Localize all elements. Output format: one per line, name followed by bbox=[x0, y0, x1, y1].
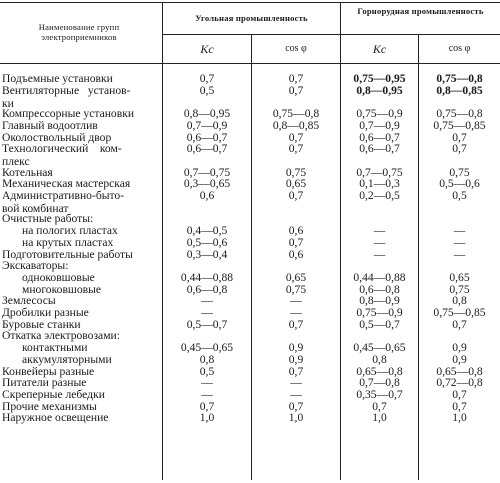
header-cos-coal: cos φ bbox=[285, 43, 307, 54]
cell-kc1: 0,5—0,6 bbox=[186, 235, 228, 249]
cell-cos1: 1,0 bbox=[288, 411, 304, 425]
cell-cos1: — bbox=[290, 376, 302, 390]
cell-kc1: 1,0 bbox=[199, 411, 215, 425]
row-name: Административно-быто- вой комбинат bbox=[2, 189, 125, 215]
row-name: контактными bbox=[22, 341, 88, 355]
row-name: Главный водоотлив bbox=[2, 118, 98, 132]
cell-kc1: — bbox=[201, 306, 213, 319]
cell-kc2: 0,35—0,7 bbox=[356, 387, 403, 401]
cell-kc1: 0,8—0,95 bbox=[183, 107, 231, 121]
cell-kc1: — bbox=[201, 376, 213, 390]
cell-cos2: 0,75—0,85 bbox=[433, 306, 486, 319]
cell-kc2: 0,75—0,9 bbox=[356, 306, 403, 319]
cell-cos1: 0,9 bbox=[288, 341, 304, 355]
cell-kc2: 0,75—0,9 bbox=[356, 107, 403, 121]
row-name: Конвейеры разные bbox=[2, 364, 95, 378]
cell-cos1: — bbox=[290, 387, 302, 401]
header-coal-group: Угольная промышленность bbox=[195, 13, 308, 23]
cell-kc2: 0,6—0,7 bbox=[359, 142, 400, 156]
row-name: Очистные работы: bbox=[2, 212, 94, 226]
cell-kc2: 0,1—0,3 bbox=[359, 177, 400, 191]
row-name: многоковшовые bbox=[22, 282, 102, 296]
cell-kc1: 0,6—0,7 bbox=[186, 142, 228, 156]
top-rule bbox=[0, 2, 500, 3]
row-name: Откатка электровозами: bbox=[2, 329, 120, 343]
cell-kc2: 0,7—0,8 bbox=[359, 376, 400, 390]
cell-kc1: 0,7 bbox=[199, 399, 215, 413]
cell-kc1: 0,3—0,65 bbox=[183, 177, 231, 191]
cell-cos2: 0,7 bbox=[452, 399, 467, 413]
header-ore-group: Горнорудная промышленность bbox=[357, 6, 484, 16]
cell-kc2: 0,6—0,7 bbox=[359, 130, 400, 144]
group-subrule bbox=[162, 34, 500, 35]
cell-kc2: 0,7—0,75 bbox=[356, 165, 403, 179]
cell-kc2: 0,5—0,7 bbox=[359, 317, 400, 331]
cell-kc1: — bbox=[201, 387, 213, 401]
cell-cos2: 0,5—0,6 bbox=[439, 177, 480, 191]
cell-cos2: — bbox=[453, 224, 466, 238]
cell-cos1: 0,7 bbox=[288, 399, 304, 413]
cell-cos1: 0,7 bbox=[288, 364, 304, 378]
cell-cos1: 0,65 bbox=[285, 177, 307, 191]
row-name: Наружное освещение bbox=[2, 411, 109, 425]
row-name: Прочие механизмы bbox=[2, 399, 97, 413]
cell-kc2: 0,2—0,5 bbox=[359, 189, 400, 202]
cell-kc2: 0,45—0,65 bbox=[353, 341, 406, 355]
cell-cos1: 0,75—0,8 bbox=[272, 107, 320, 121]
cell-kc2: 0,8—0,9 bbox=[359, 294, 400, 308]
cell-cos2: 0,7 bbox=[452, 317, 467, 331]
cell-cos2: 0,7 bbox=[452, 130, 467, 144]
cell-cos1: 0,6 bbox=[288, 224, 304, 238]
cell-kc2: 0,44—0,88 bbox=[353, 270, 406, 284]
cell-cos1: 0,9 bbox=[288, 352, 304, 366]
row-name: Компрессорные установки bbox=[2, 107, 135, 121]
row-name: Подъемные установки bbox=[2, 72, 113, 85]
header-kc-coal: Kс bbox=[200, 42, 214, 56]
cell-kc1: 0,6 bbox=[199, 189, 215, 202]
row-name: Землесосы bbox=[2, 294, 56, 308]
cell-kc2: 0,65—0,8 bbox=[356, 364, 403, 378]
cell-kc1: 0,44—0,88 bbox=[180, 270, 234, 284]
cell-cos2: 1,0 bbox=[452, 411, 467, 425]
header-bottom-rule bbox=[0, 63, 500, 64]
cell-cos2: 0,7 bbox=[452, 142, 467, 156]
cell-kc2: — bbox=[373, 247, 386, 261]
cell-kc1: 0,5—0,7 bbox=[186, 317, 228, 331]
cell-cos1: — bbox=[290, 306, 302, 319]
cell-kc1: 0,6—0,7 bbox=[186, 130, 228, 144]
cell-cos1: 0,7 bbox=[288, 72, 304, 85]
cell-kc1: 0,5 bbox=[199, 364, 215, 378]
cell-cos2: 0,8 bbox=[452, 294, 467, 308]
header-cos-ore: cos φ bbox=[448, 43, 471, 54]
cell-kc1: 0,8 bbox=[199, 352, 215, 366]
cell-cos2: — bbox=[453, 235, 466, 249]
row-name: Технологический ком- плекс bbox=[2, 142, 122, 169]
cell-kc1: 0,7—0,9 bbox=[186, 118, 228, 132]
cell-cos1: — bbox=[290, 294, 302, 308]
row-name: Котельная bbox=[2, 165, 53, 179]
row-name: на пологих пластах bbox=[22, 224, 118, 238]
cell-cos1: 0,7 bbox=[288, 235, 304, 249]
cell-kc2: 0,7—0,9 bbox=[359, 118, 400, 132]
row-name: Буровые станки bbox=[2, 317, 81, 331]
cell-cos2: 0,72—0,8 bbox=[436, 376, 483, 390]
cell-cos1: 0,75 bbox=[285, 282, 307, 296]
cell-kc1: — bbox=[201, 294, 213, 308]
cell-cos2: 0,75 bbox=[449, 282, 470, 296]
cell-kc2: 1,0 bbox=[372, 411, 387, 425]
cell-cos2: 0,7 bbox=[452, 387, 467, 401]
row-name: Вентиляторные установ- ки bbox=[2, 83, 131, 110]
row-name: Механическая мастерская bbox=[2, 177, 131, 191]
row-name: Околоствольный двор bbox=[2, 130, 112, 144]
row-name: Экскаваторы: bbox=[2, 259, 69, 273]
cell-cos1: 0,8—0,85 bbox=[272, 118, 320, 132]
row-name: Скреперные лебедки bbox=[2, 387, 105, 401]
row-name: Подготовительные работы bbox=[2, 247, 133, 261]
row-name: одноковшовые bbox=[22, 270, 95, 284]
row-name: аккумуляторными bbox=[22, 352, 112, 366]
cell-cos1: 0,7 bbox=[288, 317, 304, 331]
row-name: Дробилки разные bbox=[2, 306, 89, 319]
cell-kc1: 0,7 bbox=[199, 72, 215, 85]
header-name-col: Наименование групп электроприемников bbox=[38, 22, 120, 42]
row-name: на крутых пластах bbox=[22, 235, 114, 249]
cell-cos1: 0,7 bbox=[288, 189, 304, 202]
cell-cos1: 0,7 bbox=[288, 130, 304, 144]
cell-cos2: 0,8—0,85 bbox=[436, 83, 483, 97]
header-kc-ore: Kс bbox=[372, 42, 387, 56]
cell-kc2: — bbox=[373, 235, 386, 249]
cell-kc1: 0,45—0,65 bbox=[180, 341, 234, 355]
cell-cos2: 0,5 bbox=[452, 189, 467, 202]
cell-kc2: 0,6—0,8 bbox=[359, 282, 400, 296]
cell-kc1: 0,3—0,4 bbox=[186, 247, 228, 261]
cell-cos1: 0,7 bbox=[288, 142, 304, 156]
cell-kc2: 0,7 bbox=[372, 399, 387, 413]
cell-cos2: 0,9 bbox=[452, 341, 467, 355]
cell-kc1: 0,5 bbox=[199, 83, 215, 97]
cell-cos1: 0,75 bbox=[285, 165, 307, 179]
cell-cos2: 0,65—0,8 bbox=[436, 364, 483, 378]
cell-cos1: 0,6 bbox=[288, 247, 304, 261]
cell-kc2: 0,8 bbox=[372, 352, 387, 366]
cell-kc2: 0,8—0,95 bbox=[356, 83, 403, 97]
cell-kc1: 0,4—0,5 bbox=[186, 224, 228, 238]
cell-cos2: 0,65 bbox=[449, 270, 470, 284]
cell-cos1: 0,7 bbox=[288, 83, 304, 97]
cell-cos2: 0,75—0,8 bbox=[436, 107, 483, 121]
cell-cos1: 0,65 bbox=[285, 270, 307, 284]
cell-kc2: 0,75—0,95 bbox=[353, 72, 406, 85]
row-name: Питатели разные bbox=[2, 376, 87, 390]
cell-kc2: — bbox=[373, 224, 386, 238]
cell-cos2: — bbox=[453, 247, 466, 261]
cell-cos2: 0,75—0,85 bbox=[433, 118, 486, 132]
cell-cos2: 0,75—0,8 bbox=[436, 72, 483, 85]
cell-cos2: 0,75 bbox=[449, 165, 470, 179]
cell-kc1: 0,6—0,8 bbox=[186, 282, 228, 296]
cell-cos2: 0,9 bbox=[452, 352, 467, 366]
cell-kc1: 0,7—0,75 bbox=[183, 165, 231, 179]
